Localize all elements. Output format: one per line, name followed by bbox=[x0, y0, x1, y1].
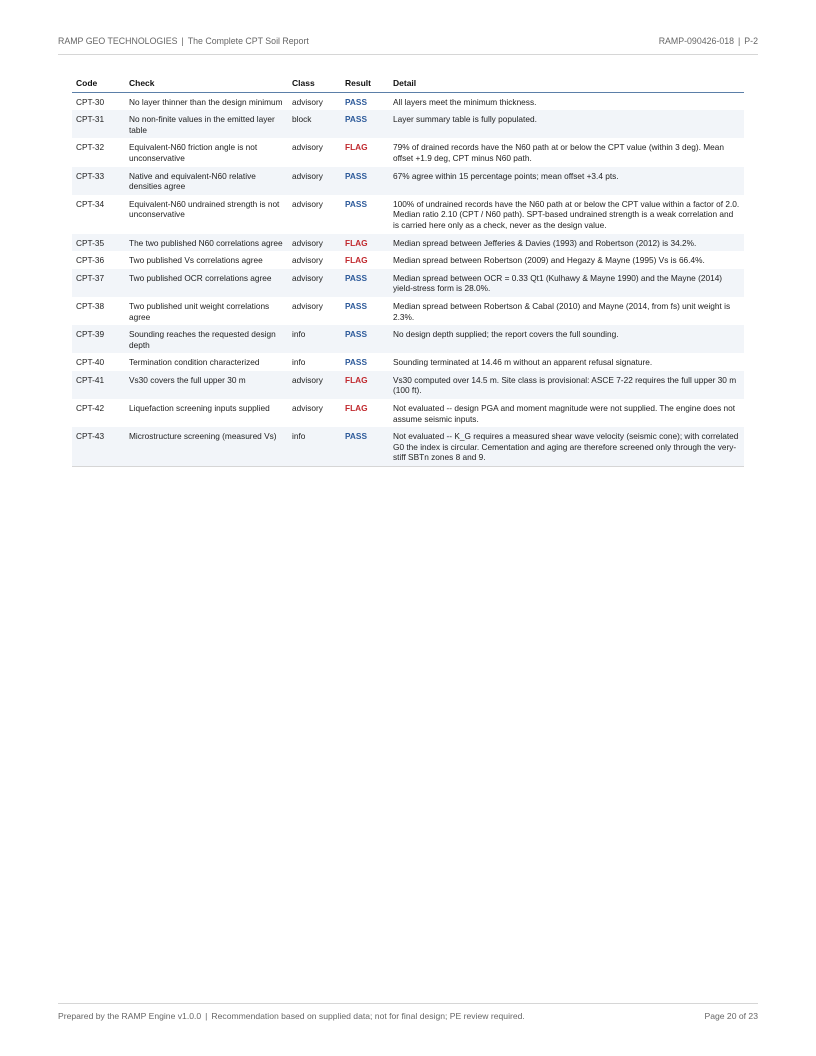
cell-result: PASS bbox=[345, 96, 367, 107]
cell-result: FLAG bbox=[345, 142, 368, 153]
cell-result: PASS bbox=[345, 198, 367, 209]
table-header bbox=[72, 76, 744, 92]
page-code: P-2 bbox=[744, 36, 758, 46]
cell-code: CPT-38 bbox=[76, 300, 105, 311]
table-row bbox=[72, 92, 744, 110]
table-row bbox=[72, 297, 744, 325]
cell-result: FLAG bbox=[341, 234, 389, 252]
cell-result: PASS bbox=[341, 110, 389, 138]
cell-check: Equivalent-N60 friction angle is not unconservative bbox=[129, 142, 258, 163]
cell-check: Vs30 covers the full upper 30 m bbox=[125, 371, 288, 399]
cell-class: advisory bbox=[292, 300, 323, 311]
cell-detail: Sounding terminated at 14.46 m without an apparent refusal signature. bbox=[393, 357, 653, 368]
table-row bbox=[72, 269, 744, 297]
table-row bbox=[72, 234, 744, 252]
cell-check: No non-finite values in the emitted layer table bbox=[125, 110, 288, 138]
report-id: RAMP-090426-018 bbox=[658, 36, 734, 46]
cell-class: advisory bbox=[292, 142, 323, 153]
prepared-by: Prepared by the RAMP Engine v1.0.0 bbox=[58, 1011, 202, 1021]
cell-class: advisory bbox=[292, 96, 323, 107]
column-header-class: Class bbox=[288, 76, 341, 92]
cell-code: CPT-41 bbox=[72, 371, 125, 399]
checks-table-container bbox=[72, 76, 744, 467]
table-row bbox=[72, 110, 744, 138]
header-left bbox=[58, 36, 309, 46]
table-row bbox=[72, 167, 744, 195]
cell-detail: Median spread between Robertson (2009) and Hegazy & Mayne (1995) Vs is 66.4%. bbox=[393, 255, 705, 266]
cell-detail: Not evaluated -- design PGA and moment magnitude were not supplied. The engine does not assume seismic inputs. bbox=[393, 403, 736, 424]
cell-check: Two published Vs correlations agree bbox=[129, 255, 263, 266]
cell-class: advisory bbox=[292, 198, 323, 209]
cell-check: Liquefaction screening inputs supplied bbox=[129, 403, 270, 414]
table-row bbox=[72, 427, 744, 466]
cell-code: CPT-37 bbox=[72, 269, 125, 297]
cell-check: Two published unit weight correlations agree bbox=[129, 300, 270, 322]
cell-detail: 67% agree within 15 percentage points; mean offset +3.4 pts. bbox=[389, 167, 744, 195]
cell-check: Native and equivalent-N60 relative densities agree bbox=[125, 167, 288, 195]
column-header-code: Code bbox=[72, 76, 125, 92]
page-header bbox=[58, 34, 758, 55]
cell-class: advisory bbox=[288, 234, 341, 252]
table-row bbox=[72, 371, 744, 399]
cell-class: advisory bbox=[288, 167, 341, 195]
cell-check: Two published OCR correlations agree bbox=[125, 269, 288, 297]
cell-code: CPT-31 bbox=[72, 110, 125, 138]
cell-class: info bbox=[288, 427, 341, 466]
header-right bbox=[659, 36, 758, 46]
cell-code: CPT-35 bbox=[72, 234, 125, 252]
cell-result: FLAG bbox=[345, 255, 368, 266]
cell-class: advisory bbox=[292, 403, 323, 414]
cell-result: PASS bbox=[341, 325, 389, 353]
cell-detail: Layer summary table is fully populated. bbox=[389, 110, 744, 138]
cell-detail: 79% of drained records have the N60 path at or below the CPT value (within 3 deg). Mean offset +1.9 deg, CPT minus N60 path. bbox=[393, 142, 724, 163]
column-header-check: Check bbox=[125, 76, 288, 92]
cell-detail: No design depth supplied; the report covers the full sounding. bbox=[389, 325, 744, 353]
cell-result: PASS bbox=[341, 427, 389, 466]
table-body bbox=[72, 92, 744, 466]
cell-code: CPT-32 bbox=[76, 142, 105, 153]
cell-detail: Not evaluated -- K_G requires a measured shear wave velocity (seismic cone); with correlated G0 the index is circular. Cementation and aging are therefore screened only through the very-stiff SBTn zones 8 and 9. bbox=[389, 427, 744, 466]
cell-code: CPT-34 bbox=[76, 198, 105, 209]
cell-code: CPT-36 bbox=[76, 255, 105, 266]
page-footer bbox=[58, 1003, 758, 1021]
cell-code: CPT-33 bbox=[72, 167, 125, 195]
footer-separator: | bbox=[205, 1011, 208, 1021]
header-separator: | bbox=[181, 36, 184, 46]
cell-class: advisory bbox=[288, 269, 341, 297]
table-row bbox=[72, 138, 744, 166]
table-row bbox=[72, 353, 744, 371]
report-title: The Complete CPT Soil Report bbox=[187, 36, 309, 46]
cell-code: CPT-43 bbox=[72, 427, 125, 466]
cell-result: PASS bbox=[341, 269, 389, 297]
cell-code: CPT-30 bbox=[76, 96, 105, 107]
footer-left bbox=[58, 1011, 525, 1021]
cell-check: Microstructure screening (measured Vs) bbox=[125, 427, 288, 466]
cell-check: Sounding reaches the requested design depth bbox=[125, 325, 288, 353]
cell-check: The two published N60 correlations agree bbox=[125, 234, 288, 252]
cell-check: No layer thinner than the design minimum bbox=[129, 96, 283, 107]
cell-check: Equivalent-N60 undrained strength is not unconservative bbox=[129, 198, 280, 220]
page-number: Page 20 of 23 bbox=[704, 1011, 758, 1021]
cell-detail: Vs30 computed over 14.5 m. Site class is provisional: ASCE 7-22 requires the full upper 30 m (100 ft). bbox=[389, 371, 744, 399]
cell-result: FLAG bbox=[341, 371, 389, 399]
table-row bbox=[72, 325, 744, 353]
column-header-result: Result bbox=[341, 76, 389, 92]
company-name: RAMP GEO TECHNOLOGIES bbox=[58, 36, 178, 46]
cell-check: Termination condition characterized bbox=[129, 357, 260, 368]
cell-detail: Median spread between OCR = 0.33 Qt1 (Kulhawy & Mayne 1990) and the Mayne (2014) yield-stress form is 28.0%. bbox=[389, 269, 744, 297]
cell-detail: Median spread between Jefferies & Davies (1993) and Robertson (2012) is 34.2%. bbox=[389, 234, 744, 252]
cell-detail: Median spread between Robertson & Cabal (2010) and Mayne (2014, from fs) unit weight is 2.3%. bbox=[393, 300, 731, 322]
cell-result: PASS bbox=[345, 300, 367, 311]
cell-result: FLAG bbox=[345, 403, 368, 414]
cell-class: info bbox=[292, 357, 306, 368]
cell-code: CPT-40 bbox=[76, 357, 105, 368]
table-row bbox=[72, 251, 744, 269]
table-row bbox=[72, 399, 744, 427]
disclaimer: Recommendation based on supplied data; not for final design; PE review required. bbox=[211, 1011, 525, 1021]
cell-detail: All layers meet the minimum thickness. bbox=[393, 96, 537, 107]
column-header-detail: Detail bbox=[389, 76, 744, 92]
cell-class: advisory bbox=[292, 255, 323, 266]
table-header-row bbox=[72, 76, 744, 92]
cell-code: CPT-39 bbox=[72, 325, 125, 353]
header-separator: | bbox=[738, 36, 741, 46]
table-row bbox=[72, 195, 744, 234]
cell-result: PASS bbox=[345, 357, 367, 368]
cell-class: block bbox=[288, 110, 341, 138]
checks-table bbox=[72, 76, 744, 467]
cell-detail: 100% of undrained records have the N60 path at or below the CPT value within a factor of 2.0. Median ratio 2.10 (CPT / N60 path). SPT-based undrained strength is a weak correlation and is carried here only as a check, never as the design value. bbox=[393, 198, 740, 230]
cell-class: info bbox=[288, 325, 341, 353]
cell-result: PASS bbox=[341, 167, 389, 195]
cell-class: advisory bbox=[288, 371, 341, 399]
cell-code: CPT-42 bbox=[76, 403, 105, 414]
